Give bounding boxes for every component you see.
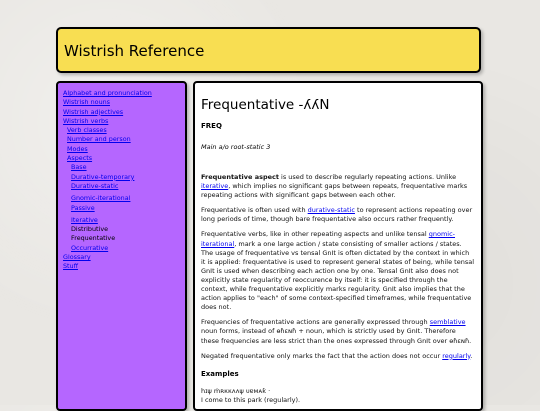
paragraph-text: noun forms, instead of ɵɦɛɴɦ + noun, which is strictly used by GnIt. Therefore these frequencies are less strict than the ones expressed through GnIt over ɵɦɛɴɦ.	[201, 327, 472, 345]
nav-link-verbs[interactable]: Wistrish verbs	[63, 116, 109, 125]
nav-link-glossary[interactable]: Glossary	[63, 253, 91, 262]
nav-link-nouns[interactable]: Wistrish nouns	[63, 98, 110, 107]
nav-link-gnomic-iterational[interactable]: Gnomic-iterational	[71, 194, 131, 203]
nav-link-durative-static[interactable]: Durative-static	[71, 181, 119, 190]
nav-link-durative-temporary[interactable]: Durative-temporary	[71, 172, 135, 181]
examples-heading: Examples	[201, 369, 239, 378]
site-title: Wistrish Reference	[64, 42, 205, 60]
link-durative-static[interactable]: durative-static	[307, 206, 355, 215]
paragraph-text: is used to describe regularly repeating actions. Unlike	[278, 173, 457, 181]
paragraph-text: to represent actions repeating over long periods of time, though bare frequentative also occurs rather frequently.	[201, 206, 473, 224]
nav-link-occurrative[interactable]: Occurrative	[71, 243, 109, 252]
example-native-text: hɪψ ṁʀκκʌʌψ ᴜɐᴍᴀƙ ·	[201, 386, 271, 395]
example-block	[201, 387, 475, 405]
paragraph-gnit-comparison	[201, 230, 475, 312]
nav-link-passive[interactable]: Passive	[71, 203, 95, 212]
paragraph-text: .	[470, 351, 473, 360]
main-content	[193, 81, 483, 411]
nav-link-modes[interactable]: Modes	[67, 144, 88, 153]
nav-link-iterative[interactable]: Iterative	[71, 215, 98, 224]
nav-item-frequentative-current: Frequentative	[71, 234, 116, 243]
nav-link-base[interactable]: Base	[71, 163, 87, 172]
root-class-note: Main a/o root-static 3	[201, 143, 271, 151]
paragraph-frequencies	[201, 318, 475, 345]
paragraph-text: Frequentative is often used with	[201, 206, 308, 215]
paragraph-text: , which implies no significant gaps between repeats, frequentative marks repeating actions with significant gaps between each other.	[201, 182, 468, 200]
nav-link-adjectives[interactable]: Wistrish adjectives	[63, 107, 124, 116]
paragraph-definition	[201, 173, 475, 200]
site-header	[56, 27, 481, 73]
nav-link-aspects[interactable]: Aspects	[67, 154, 93, 163]
link-gnomic-iterational[interactable]: gnomic-iterational	[201, 230, 456, 248]
aspect-abbreviation: FREQ	[201, 122, 222, 130]
nav-link-alphabet[interactable]: Alphabet and pronunciation	[63, 89, 152, 97]
example-translation: I come to this park (regularly).	[201, 395, 301, 404]
paragraph-negation	[201, 352, 475, 361]
nav-link-verb-classes[interactable]: Verb classes	[67, 126, 107, 135]
sidebar	[56, 81, 187, 411]
page-title: Frequentative -ʎʎN	[201, 97, 330, 113]
nav-item-distributive: Distributive	[71, 225, 109, 234]
paragraph-text: Frequentative verbs, like in other repeating aspects and unlike tensal	[201, 230, 429, 239]
paragraph-text: Frequencies of frequentative actions are generally expressed through	[201, 318, 430, 327]
term-frequentative-aspect: Frequentative aspect	[201, 173, 279, 181]
nav-link-stuff[interactable]: Stuff	[63, 262, 79, 271]
sidebar-nav	[63, 89, 181, 272]
link-regularly[interactable]: regularly	[442, 351, 471, 360]
nav-link-number-person[interactable]: Number and person	[67, 135, 131, 144]
paragraph-text: , mark a one large action / state consisting of smaller actions / states. The usage of frequentative vs tensal GnIt is often dictated by the context in which it is applied: frequentative is used to represent general states of being, while tensal GnIt is used when describing each action one by one. Tensal GnIt also does not explicitly state regularity of reoccurence by itself: it is specified through the context, while frequentative explicitly marks regularity. GnIt also implies that the action applies to "each" of some context-specified timeframes, while frequentative does not.	[201, 239, 475, 312]
paragraph-text: Negated frequentative only marks the fact that the action does not occur	[201, 351, 443, 360]
link-iterative[interactable]: iterative	[201, 182, 229, 191]
link-semblative[interactable]: semblative	[429, 318, 466, 327]
paragraph-durative-usage	[201, 206, 475, 224]
